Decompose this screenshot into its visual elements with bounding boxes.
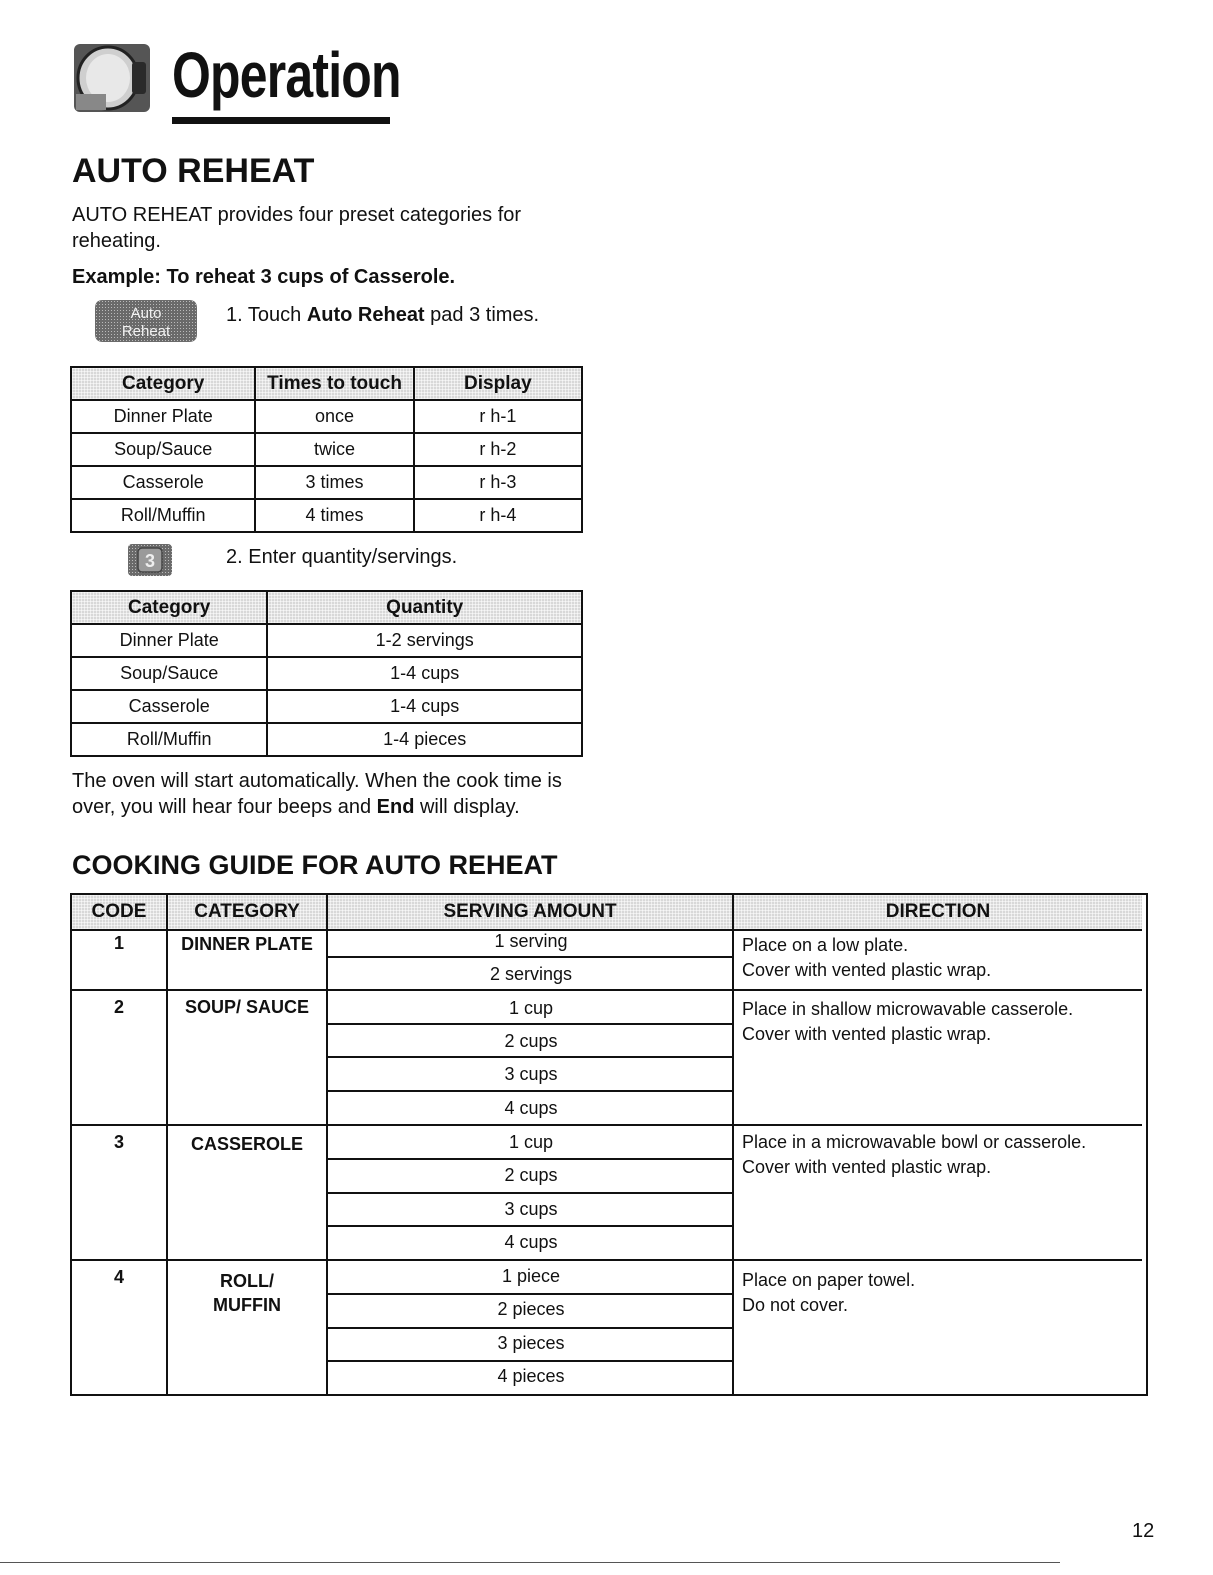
table-row: Roll/Muffin 4 times r h-4: [71, 499, 582, 532]
guide-code-1: 1: [113, 933, 124, 953]
guide-serving: 3 cups: [504, 1199, 558, 1219]
step-1: 1. Touch Auto Reheat pad 3 times.: [226, 304, 540, 326]
guide-direction-4: Place on paper towel. Do not cover.: [742, 1270, 916, 1315]
quantity-header-quantity: Quantity: [267, 591, 582, 624]
number-pad-label: 3: [144, 551, 156, 571]
guide-serving: 2 cups: [504, 1031, 558, 1051]
quantity-header-category: Category: [71, 591, 267, 624]
guide-code-2: 2: [113, 997, 124, 1017]
microwave-dial-icon: [72, 42, 152, 114]
guide-category-1: DINNER PLATE: [181, 934, 313, 954]
guide-header-serving: SERVING AMOUNT: [443, 901, 617, 922]
number-pad-icon: [126, 542, 174, 578]
guide-code-4: 4: [113, 1267, 124, 1287]
section-heading-auto-reheat: AUTO REHEAT: [72, 152, 315, 190]
guide-serving: 1 piece: [501, 1266, 561, 1286]
guide-header-category: CATEGORY: [194, 901, 300, 922]
pad-label-line1: Auto: [130, 305, 162, 322]
guide-serving: 3 pieces: [497, 1333, 565, 1353]
guide-header-direction: DIRECTION: [885, 901, 991, 922]
table-row: Casserole 3 times r h-3: [71, 466, 582, 499]
table-row: Soup/Sauce 1-4 cups: [71, 657, 582, 690]
guide-header-row: [72, 895, 1142, 931]
outro-text: The oven will start automatically. When the cook time is over, you will hear four beeps and End will display.: [72, 770, 562, 818]
guide-serving: 2 servings: [489, 964, 573, 984]
guide-serving: 1 serving: [494, 931, 568, 951]
intro-text: AUTO REHEAT provides four preset categories for reheating.: [72, 204, 522, 252]
touch-header-display: Display: [414, 367, 582, 400]
guide-direction-1: Place on a low plate. Cover with vented plastic wrap.: [742, 935, 992, 980]
guide-category-4: ROLL/ MUFFIN: [213, 1271, 281, 1315]
page-title: Operation: [172, 39, 401, 111]
guide-serving: 2 pieces: [497, 1299, 565, 1319]
serving-divider: [326, 1225, 734, 1227]
serving-divider: [326, 1056, 734, 1058]
touch-header-category: Category: [71, 367, 255, 400]
guide-serving: 2 cups: [504, 1165, 558, 1185]
serving-divider: [326, 1023, 734, 1025]
group-divider: [72, 1124, 1142, 1126]
touch-header-times: Times to touch: [255, 367, 413, 400]
group-divider: [72, 989, 1142, 991]
pad-label-line2: Reheat: [121, 323, 171, 340]
bottom-rule: [0, 1562, 1060, 1563]
guide-direction-2: Place in shallow microwavable casserole. Cover with vented plastic wrap.: [742, 999, 1074, 1044]
guide-serving: 3 cups: [504, 1064, 558, 1084]
example-heading: Example: To reheat 3 cups of Casserole.: [72, 266, 456, 288]
serving-divider: [326, 1192, 734, 1194]
guide-serving: 1 cup: [508, 998, 554, 1018]
table-row: Dinner Plate once r h-1: [71, 400, 582, 433]
table-row: Roll/Muffin 1-4 pieces: [71, 723, 582, 756]
guide-header-code: CODE: [91, 901, 147, 922]
serving-divider: [326, 1090, 734, 1092]
guide-serving: 1 cup: [508, 1132, 554, 1152]
title-underline: [172, 117, 390, 124]
serving-divider: [326, 1360, 734, 1362]
table-row: Soup/Sauce twice r h-2: [71, 433, 582, 466]
guide-category-2: SOUP/ SAUCE: [184, 997, 310, 1017]
quantity-table: [70, 590, 583, 757]
serving-divider: [326, 1327, 734, 1329]
page-number: 12: [1132, 1520, 1155, 1542]
cooking-guide-table: [70, 893, 1148, 1396]
serving-divider: [326, 1293, 734, 1295]
table-row: Casserole 1-4 cups: [71, 690, 582, 723]
serving-divider: [326, 1158, 734, 1160]
table-row: Dinner Plate 1-2 servings: [71, 624, 582, 657]
guide-code-3: 3: [113, 1132, 124, 1152]
guide-serving: 4 cups: [504, 1098, 558, 1118]
guide-category-3: CASSEROLE: [190, 1134, 304, 1154]
section-heading-cooking-guide: COOKING GUIDE FOR AUTO REHEAT: [72, 850, 558, 880]
guide-serving: 4 cups: [504, 1232, 558, 1252]
auto-reheat-pad-icon: [93, 298, 199, 344]
touch-table: [70, 366, 583, 533]
group-divider: [72, 1259, 1142, 1261]
serving-divider: [326, 956, 734, 958]
guide-serving: 4 pieces: [497, 1366, 565, 1386]
guide-direction-3: Place in a microwavable bowl or casserole. Cover with vented plastic wrap.: [742, 1132, 1087, 1177]
step-2: 2. Enter quantity/servings.: [226, 546, 458, 568]
